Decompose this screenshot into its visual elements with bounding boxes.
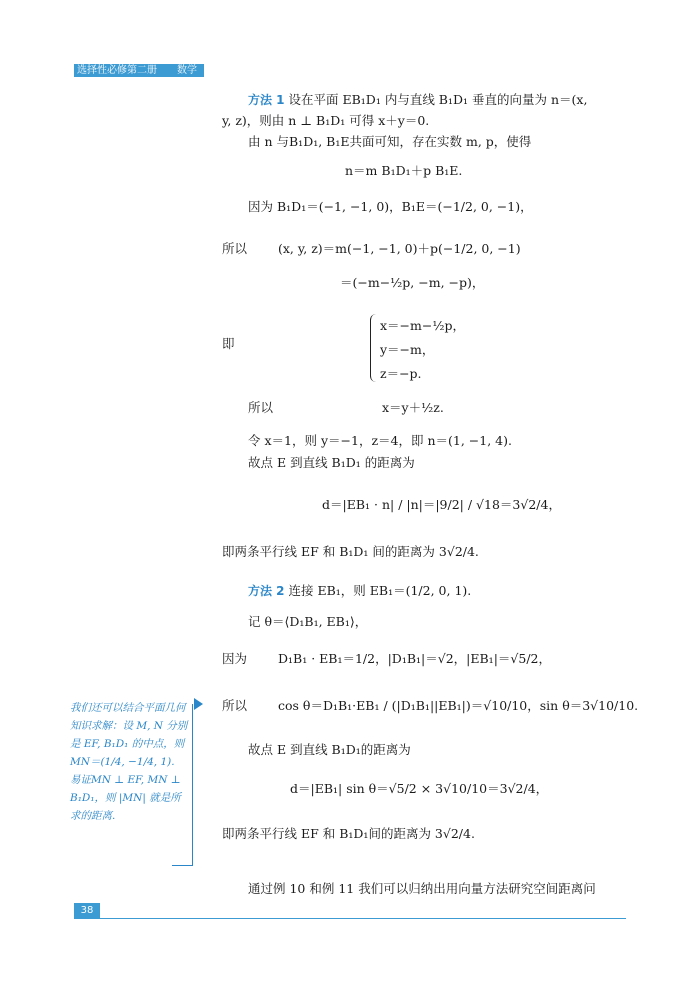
method2-text-a: 连接 EB₁，则 EB₁＝(1/2, 0, 1).: [288, 583, 472, 598]
formula-distance-2: d＝|EB₁| sin θ＝√5/2 × 3√10/10＝3√2/4，: [290, 781, 549, 796]
because-label: 因为: [222, 651, 248, 666]
formula-xyz: (x, y, z)＝m(−1, −1, 0)＋p(−1/2, 0, −1): [278, 241, 521, 256]
system-brace: [370, 314, 377, 382]
formula-xyz-result: ＝(−m−½p, −m, −p)，: [340, 275, 485, 290]
page-number: 38: [80, 905, 94, 916]
ie-label: 即: [222, 336, 235, 351]
method2-theta: 记 θ＝⟨D₁B₁, EB₁⟩，: [248, 614, 368, 629]
side-note-rule-bottom: [172, 865, 193, 866]
method2-line1: [248, 583, 471, 599]
side-note-arrow-icon: [194, 698, 203, 710]
method1-label: 方法 1: [248, 93, 285, 107]
method1-text-a: 设在平面 EB₁D₁ 内与直线 B₁D₁ 垂直的向量为 n＝(x,: [288, 92, 588, 107]
method1-distance-intro: 故点 E 到直线 B₁D₁ 的距离为: [248, 455, 415, 470]
so-label-2: 所以: [248, 400, 274, 415]
so-label-1: 所以: [222, 241, 248, 256]
so-label-3: 所以: [222, 698, 248, 713]
method2-conclusion: 即两条平行线 EF 和 B₁D₁间的距离为 3√2/4.: [222, 826, 475, 841]
method1-line2: y, z)，则由 n ⊥ B₁D₁ 可得 x＋y＝0.: [222, 113, 430, 128]
formula-cos-sin: cos θ＝D₁B₁·EB₁ / (|D₁B₁||EB₁|)＝√10/10，sin θ＝3√10/10.: [278, 698, 639, 713]
formula-dot-product: D₁B₁ · EB₁＝1/2，|D₁B₁|＝√2，|EB₁|＝√5/2，: [278, 651, 551, 666]
method2-label: 方法 2: [248, 584, 285, 598]
footer-rule: [100, 918, 626, 919]
formula-distance-1: d＝|EB₁ · n| / |n|＝|9/2| / √18＝3√2/4，: [322, 497, 561, 512]
system-eq-1: x＝−m−½p，: [380, 318, 465, 333]
formula-x-relation: x＝y＋½z.: [382, 400, 444, 415]
method1-line3: 由 n 与B₁D₁, B₁E共面可知，存在实数 m, p，使得: [248, 134, 532, 149]
system-eq-2: y＝−m，: [380, 342, 435, 357]
method1-conclusion: 即两条平行线 EF 和 B₁D₁ 间的距离为 3√2/4.: [222, 544, 479, 559]
book-title: 选择性必修第二册: [77, 65, 157, 76]
side-note: 我们还可以结合平面几何知识求解：设 M, N 分别是 EF, B₁D₁ 的中点，则 MN＝(1/4, −1/4, 1). 易证MN ⊥ EF, MN ⊥ B₁D₁，则 |MN| 就是所求的距离.: [70, 702, 188, 822]
method1-let: 令 x＝1，则 y＝−1，z＝4，即 n＝(1, −1, 4).: [248, 433, 512, 448]
method1-line1: [248, 92, 587, 108]
side-note-rule: [192, 704, 193, 866]
method2-distance-intro: 故点 E 到直线 B₁D₁的距离为: [248, 742, 411, 757]
summary-line: 通过例 10 和例 11 我们可以归纳出用向量方法研究空间距离问: [248, 881, 596, 896]
method1-vectors: 因为 B₁D₁＝(−1, −1, 0)，B₁E＝(−1/2, 0, −1)，: [248, 199, 533, 214]
subject-label: 数学: [177, 65, 197, 76]
system-eq-3: z＝−p.: [380, 366, 422, 381]
formula-n-combination: n＝m B₁D₁＋p B₁E.: [345, 163, 463, 178]
